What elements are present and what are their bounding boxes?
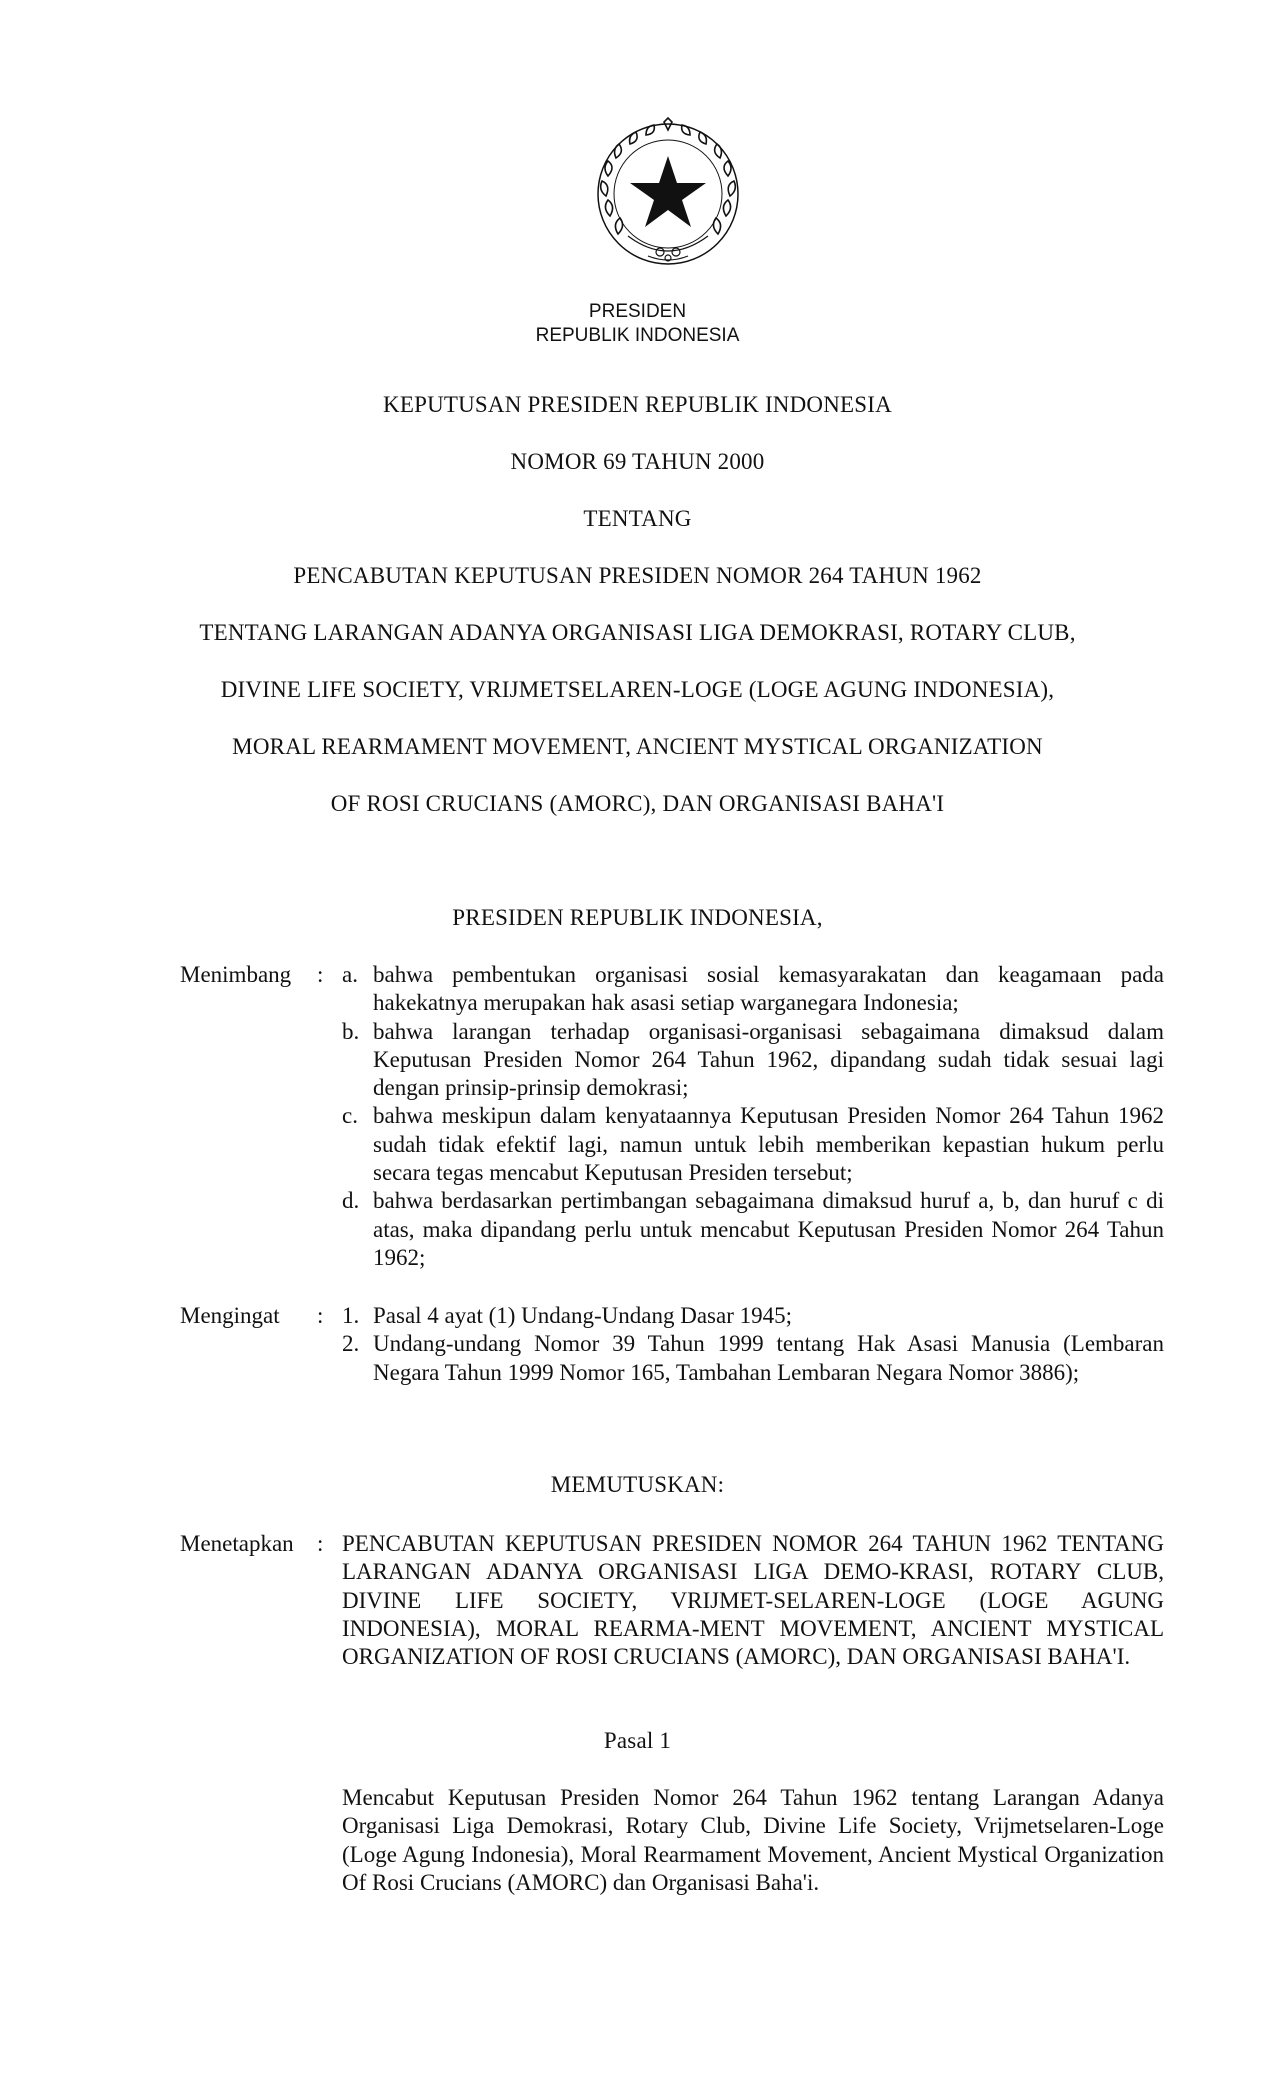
list-item — [342, 1018, 1164, 1103]
subject-line: OF ROSI CRUCIANS (AMORC), DAN ORGANISASI BAHA'I — [330, 791, 945, 816]
menetapkan-text: PENCABUTAN KEPUTUSAN PRESIDEN NOMOR 264 TAHUN 1962 TENTANG LARANGAN ADANYA ORGANISASI LIGA DEMO-KRASI, ROTARY CLUB, DIVINE LIFE SOCIETY, VRIJMET-SELAREN-LOGE (LOGE AGUNG INDONESIA), MORAL REARMA-MENT MOVEMENT, ANCIENT MYSTICAL ORGANIZATION OF ROSI CRUCIANS (AMORC), DAN ORGANISASI BAHA'I. — [342, 1531, 1164, 1670]
subject-line: DIVINE LIFE SOCIETY, VRIJMETSELAREN-LOGE (LOGE AGUNG INDONESIA), — [220, 677, 1055, 702]
decree-title: KEPUTUSAN PRESIDEN REPUBLIK INDONESIA — [383, 392, 892, 417]
list-item — [342, 1330, 1164, 1387]
section-colon: : — [317, 1531, 324, 1556]
list-marker: 2. — [342, 1331, 360, 1357]
subject-line: MORAL REARMAMENT MOVEMENT, ANCIENT MYSTICAL ORGANIZATION — [232, 734, 1043, 759]
list-item-text: bahwa berdasarkan pertimbangan sebagaimana dimaksud huruf a, b, dan huruf c di atas, maka dipandang perlu untuk mencabut Keputusan Presiden Nomor 264 Tahun 1962; — [373, 1188, 1164, 1270]
subject-line: PENCABUTAN KEPUTUSAN PRESIDEN NOMOR 264 TAHUN 1962 — [293, 563, 982, 588]
emblem-title-line2: REPUBLIK INDONESIA — [535, 325, 740, 346]
menimbang-list — [342, 961, 1164, 1272]
list-item-text: Undang-undang Nomor 39 Tahun 1999 tentang Hak Asasi Manusia (Lembaran Negara Tahun 1999 Nomor 165, Tambahan Lembaran Negara Nomor 3886); — [373, 1331, 1164, 1385]
list-marker: d. — [342, 1188, 360, 1214]
mengingat-list — [342, 1302, 1164, 1387]
list-item — [342, 1102, 1164, 1187]
memutuskan-heading: MEMUTUSKAN: — [550, 1472, 725, 1497]
list-item-text: bahwa pembentukan organisasi sosial kemasyarakatan dan keagamaan pada hakekatnya merupakan hak asasi setiap warganegara Indonesia; — [373, 962, 1164, 1016]
list-item-text: Pasal 4 ayat (1) Undang-Undang Dasar 1945; — [373, 1303, 792, 1328]
subject-line: TENTANG LARANGAN ADANYA ORGANISASI LIGA DEMOKRASI, ROTARY CLUB, — [199, 620, 1076, 645]
menetapkan-label — [180, 1530, 330, 1558]
list-marker: 1. — [342, 1303, 360, 1328]
section-label-text: Menetapkan — [180, 1531, 294, 1556]
mengingat-label — [180, 1302, 330, 1330]
list-marker: b. — [342, 1018, 360, 1044]
list-item-text: bahwa meskipun dalam kenyataannya Keputusan Presiden Nomor 264 Tahun 1962 sudah tidak efektif lagi, namun untuk lebih memberikan kepastian hukum perlu secara tegas mencabut Keputusan Presiden tersebut; — [373, 1103, 1164, 1186]
list-item — [342, 1302, 1164, 1330]
list-item — [342, 1187, 1164, 1272]
list-marker: a. — [342, 962, 358, 987]
emblem-title-line1: PRESIDEN — [588, 301, 687, 322]
list-item-text: bahwa larangan terhadap organisasi-organisasi sebagaimana dimaksud dalam Keputusan Presiden Nomor 264 Tahun 1962, dipandang sudah tidak sesuai lagi dengan prinsip-prinsip demokrasi; — [373, 1018, 1164, 1101]
pasal-1-heading: Pasal 1 — [603, 1728, 672, 1753]
section-label-text: Menimbang — [180, 962, 292, 987]
list-marker: c. — [342, 1103, 358, 1129]
section-colon: : — [317, 962, 324, 987]
issuer-heading: PRESIDEN REPUBLIK INDONESIA, — [452, 905, 823, 930]
section-label-text: Mengingat — [180, 1303, 280, 1328]
decree-about: TENTANG — [583, 506, 692, 531]
garuda-emblem-icon — [588, 116, 748, 276]
decree-number: NOMOR 69 TAHUN 2000 — [510, 449, 765, 474]
section-colon: : — [317, 1303, 324, 1328]
pasal-1-text: Mencabut Keputusan Presiden Nomor 264 Tahun 1962 tentang Larangan Adanya Organisasi Liga Demokrasi, Rotary Club, Divine Life Society, Vrijmetselaren-Loge (Loge Agung Indonesia), Moral Rearmament Movement, Ancient Mystical Organization Of Rosi Crucians (AMORC) dan Organisasi Baha'i. — [342, 1785, 1164, 1895]
menimbang-label — [180, 961, 330, 989]
list-item — [342, 961, 1164, 1018]
